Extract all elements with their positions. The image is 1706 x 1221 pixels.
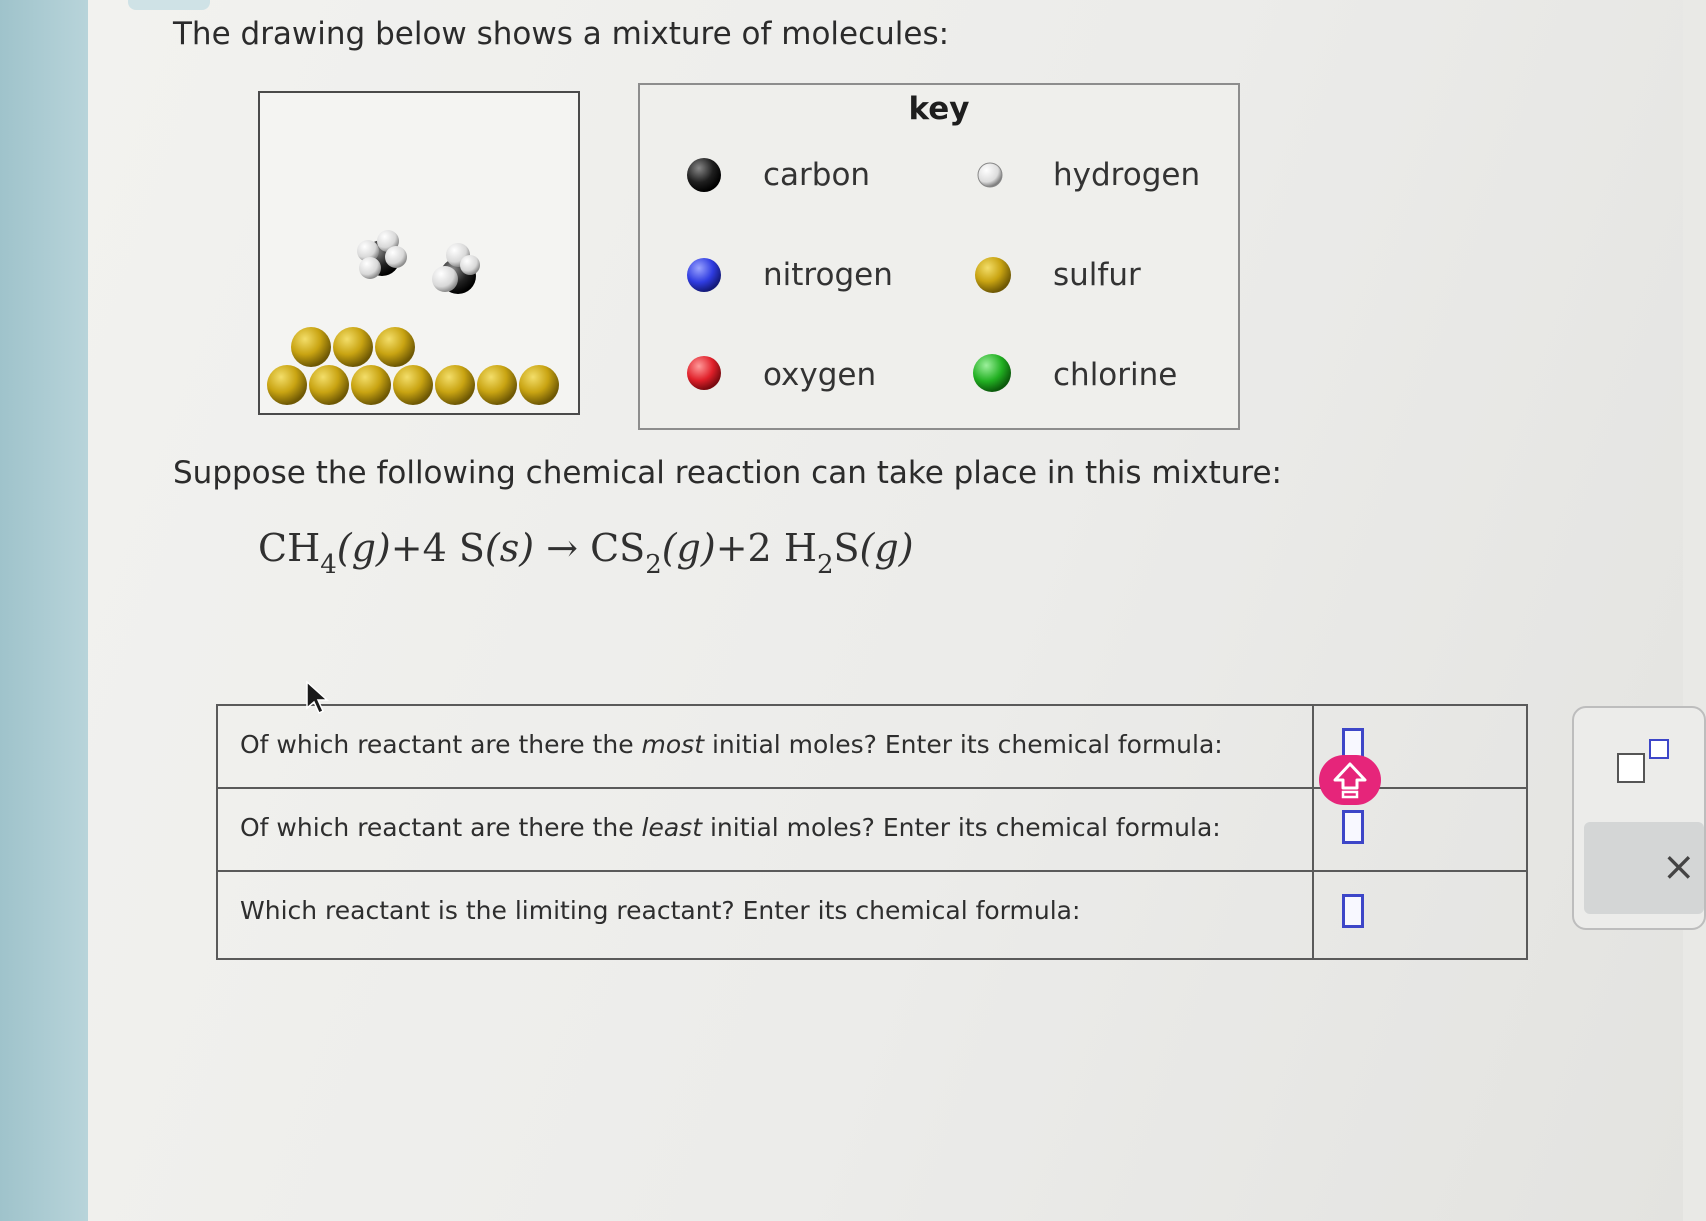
- key-label-sulfur: sulfur: [1053, 257, 1141, 293]
- equation-state: (g): [661, 526, 716, 570]
- molecule-drawing-svg: [260, 93, 578, 413]
- toolbar-action-area: [1584, 822, 1704, 914]
- equation-part: +4 S: [390, 526, 485, 570]
- oxygen-atom-icon: [684, 353, 724, 393]
- methane-molecule: [432, 243, 480, 294]
- hydrogen-atom-icon: [975, 160, 1005, 190]
- question-text-part: Of which reactant are there the: [240, 813, 642, 842]
- sulfur-atom-icon: [973, 255, 1013, 295]
- equation-part: +2 H: [715, 526, 817, 570]
- question-emphasis: most: [641, 730, 705, 759]
- question-text-part: Of which reactant are there the: [240, 730, 642, 759]
- table-divider: [1312, 706, 1314, 958]
- question-text-part: initial moles? Enter its chemical formula:: [704, 730, 1223, 759]
- equation-part: CS: [590, 526, 646, 570]
- sulfur-solid: [267, 327, 559, 405]
- reaction-arrow: →: [546, 526, 578, 570]
- equation-state: (s): [484, 526, 535, 570]
- equation-state: (g): [859, 526, 914, 570]
- chemical-equation: [258, 526, 914, 580]
- molecule-drawing: [258, 91, 580, 415]
- reaction-intro-text: Suppose the following chemical reaction can take place in this mixture:: [173, 455, 1282, 491]
- table-row: [218, 872, 1526, 955]
- question-emphasis: least: [641, 813, 703, 842]
- key-label-carbon: carbon: [763, 157, 871, 193]
- question-text-part: initial moles? Enter its chemical formula:: [702, 813, 1221, 842]
- question-text-part: Which reactant is the limiting reactant? Enter its chemical formula:: [240, 896, 1081, 925]
- carbon-atom-icon: [684, 155, 724, 195]
- questions-table: [216, 704, 1528, 960]
- key-label-hydrogen: hydrogen: [1053, 157, 1201, 193]
- superscript-icon[interactable]: [1616, 738, 1672, 786]
- equation-part: CH: [258, 526, 321, 570]
- key-legend: [638, 83, 1240, 430]
- equation-subscript: 2: [816, 550, 834, 580]
- shift-icon: [1319, 755, 1381, 805]
- key-title: key: [908, 91, 970, 127]
- nitrogen-atom-icon: [684, 255, 724, 295]
- shift-key-badge[interactable]: [1319, 755, 1381, 805]
- equation-subscript: 2: [645, 550, 662, 580]
- answer-input-limiting[interactable]: [1342, 894, 1364, 928]
- question-text-least: [240, 813, 1221, 842]
- question-text-limiting: [240, 896, 1080, 925]
- question-text-most: [240, 730, 1223, 759]
- equation-subscript: 4: [320, 550, 337, 580]
- key-label-nitrogen: nitrogen: [763, 257, 893, 293]
- top-tab[interactable]: [128, 0, 210, 10]
- intro-text: The drawing below shows a mixture of molecules:: [173, 16, 950, 52]
- equation-state: (g): [336, 526, 391, 570]
- left-sidebar-strip: [0, 0, 88, 1221]
- chlorine-atom-icon: [970, 351, 1014, 395]
- methane-molecule: [357, 230, 407, 279]
- key-label-chlorine: chlorine: [1053, 357, 1178, 393]
- close-icon[interactable]: ×: [1662, 844, 1696, 890]
- key-label-oxygen: oxygen: [763, 357, 877, 393]
- mouse-cursor-icon: [305, 680, 331, 716]
- answer-input-least[interactable]: [1342, 810, 1364, 844]
- equation-part: S: [833, 526, 860, 570]
